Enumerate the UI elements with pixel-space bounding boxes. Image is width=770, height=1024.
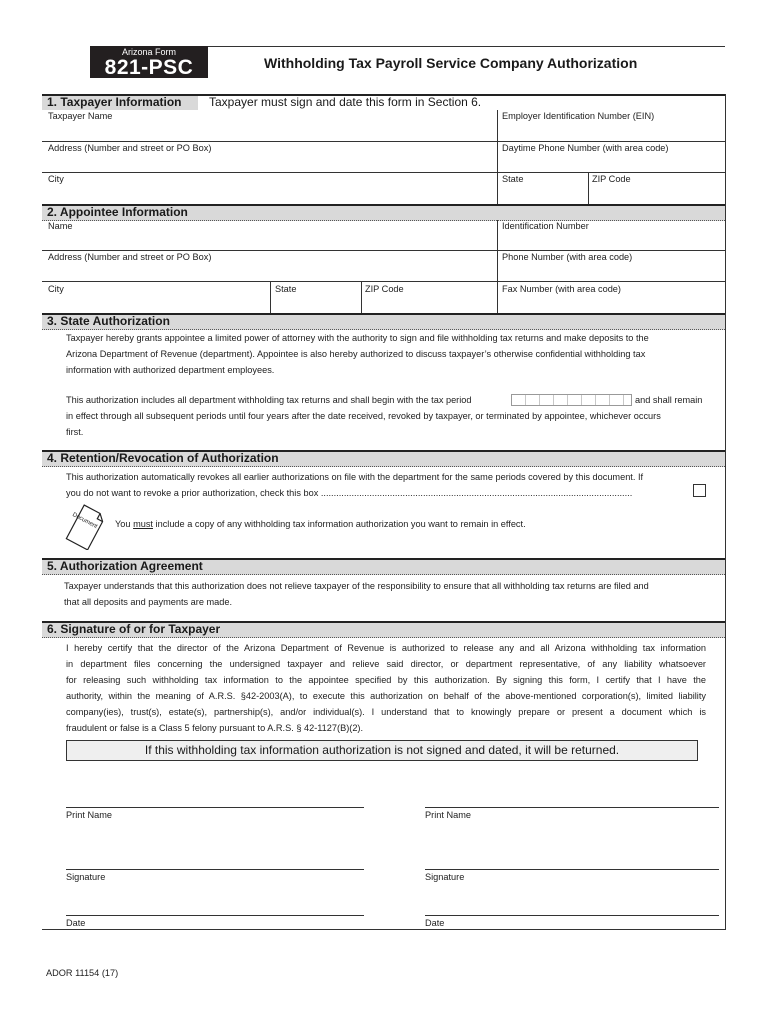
revoke-checkbox[interactable]: [693, 484, 706, 497]
date-line-left[interactable]: [66, 915, 364, 916]
section3-header: [42, 313, 725, 330]
signature-line-right[interactable]: [425, 869, 719, 870]
appointee-phone-field[interactable]: Phone Number (with area code): [502, 252, 633, 262]
appointee-name-field[interactable]: Name: [48, 221, 73, 231]
section1-heading: 1. Taxpayer Information: [47, 95, 182, 109]
form-right-border: [725, 94, 726, 929]
appointee-city-field[interactable]: City: [48, 284, 64, 294]
state-authorization-paragraph: Taxpayer hereby grants appointee a limited power of attorney with the authority to sign and file withholding tax returns and make deposits to the Arizona Department of Revenue (department). Appointee is also hereby authorized to discuss taxpayer’s otherwise confidential withholding tax information with authorized department employees.: [66, 333, 649, 375]
signature-line-left[interactable]: [66, 869, 364, 870]
section4-header: [42, 450, 725, 467]
taxpayer-zip-field[interactable]: ZIP Code: [592, 174, 631, 184]
form-code: ADOR 11154 (17): [46, 968, 119, 978]
date-line-right[interactable]: [425, 915, 719, 916]
appointee-id-field[interactable]: Identification Number: [502, 221, 589, 231]
section2-header: [42, 204, 725, 221]
form-bottom-border: [42, 929, 726, 930]
taxpayer-phone-field[interactable]: Daytime Phone Number (with area code): [502, 143, 669, 153]
date-label-left: Date: [66, 918, 86, 928]
section2-heading: 2. Appointee Information: [47, 205, 188, 219]
signature-label-left: Signature: [66, 872, 106, 882]
copy-requirement-text: You must include a copy of any withholding tax information authorization you want to remain in effect.: [115, 519, 526, 529]
agreement-paragraph: Taxpayer understands that this authorization does not relieve taxpayer of the responsibility to ensure that all withholding tax returns are filed and that all deposits and payments are made.: [64, 581, 649, 607]
s1-divider: [497, 110, 498, 204]
section5-header: [42, 558, 725, 575]
certification-paragraph: I hereby certify that the director of the Arizona Department of Revenue is authorized to release any and all Arizona withholding tax information in department files concerning the undersigned taxpayer and relieve said director, or department representative, of any liability whatsoever for releasing such withholding tax information to the appointee specified by this authorization. By signing this form, I certify that I have the authority, within the meaning of A.R.S. §42-2003(A), to execute this authorization on behalf of the above-mentioned corporation(s), limited liability company(ies), trust(s), estate(s), partnership(s), and/or individual(s). I understand that to knowingly prepare or present a document which is fraudulent or false is a Class 5 felony pursuant to A.R.S. § 42-1127(B)(2).: [66, 643, 706, 733]
section3-heading: 3. State Authorization: [47, 314, 170, 328]
print-name-line-left[interactable]: [66, 807, 364, 808]
return-notice: If this withholding tax information authorization is not signed and dated, it will be returned.: [66, 740, 698, 761]
page-title: Withholding Tax Payroll Service Company Authorization: [264, 55, 638, 71]
appointee-zip-field[interactable]: ZIP Code: [365, 284, 404, 294]
ein-field[interactable]: Employer Identification Number (EIN): [502, 111, 655, 121]
tax-period-paragraph: This authorization includes all department withholding tax returns and shall begin with the tax period and shall remain in effect through all subsequent periods until four years after the date received, revoked by taxpayer, or terminated by appointee, whichever occurs first.: [66, 395, 703, 437]
taxpayer-state-field[interactable]: State: [502, 174, 524, 184]
revocation-paragraph: This authorization automatically revokes all earlier authorizations on file with the department for the same periods covered by this document. If you do not want to revoke a prior authorization, check this box ..........................................................................................................................: [66, 472, 644, 498]
form-label: Arizona Form: [121, 47, 176, 57]
taxpayer-address-field[interactable]: Address (Number and street or PO Box): [48, 143, 212, 153]
document-icon: [62, 504, 108, 550]
section1-header: [42, 94, 725, 110]
header-rule: [208, 46, 725, 47]
taxpayer-name-field[interactable]: Taxpayer Name: [48, 111, 113, 121]
section5-heading: 5. Authorization Agreement: [47, 559, 203, 573]
taxpayer-city-field[interactable]: City: [48, 174, 64, 184]
appointee-address-field[interactable]: Address (Number and street or PO Box): [48, 252, 212, 262]
appointee-state-field[interactable]: State: [275, 284, 297, 294]
signature-label-right: Signature: [425, 872, 465, 882]
appointee-fax-field[interactable]: Fax Number (with area code): [502, 284, 621, 294]
document-icon-label: Document: [71, 511, 99, 531]
tax-period-input[interactable]: [511, 394, 632, 406]
form-number: 821-PSC: [104, 56, 194, 79]
section6-heading: 6. Signature of or for Taxpayer: [47, 622, 221, 636]
section6-header: [42, 621, 725, 638]
print-name-line-right[interactable]: [425, 807, 719, 808]
print-name-label-left: Print Name: [66, 810, 112, 820]
section4-heading: 4. Retention/Revocation of Authorization: [47, 451, 279, 465]
form-number-badge: [90, 46, 208, 78]
print-name-label-right: Print Name: [425, 810, 471, 820]
date-label-right: Date: [425, 918, 445, 928]
section1-note: Taxpayer must sign and date this form in Section 6.: [209, 95, 482, 109]
